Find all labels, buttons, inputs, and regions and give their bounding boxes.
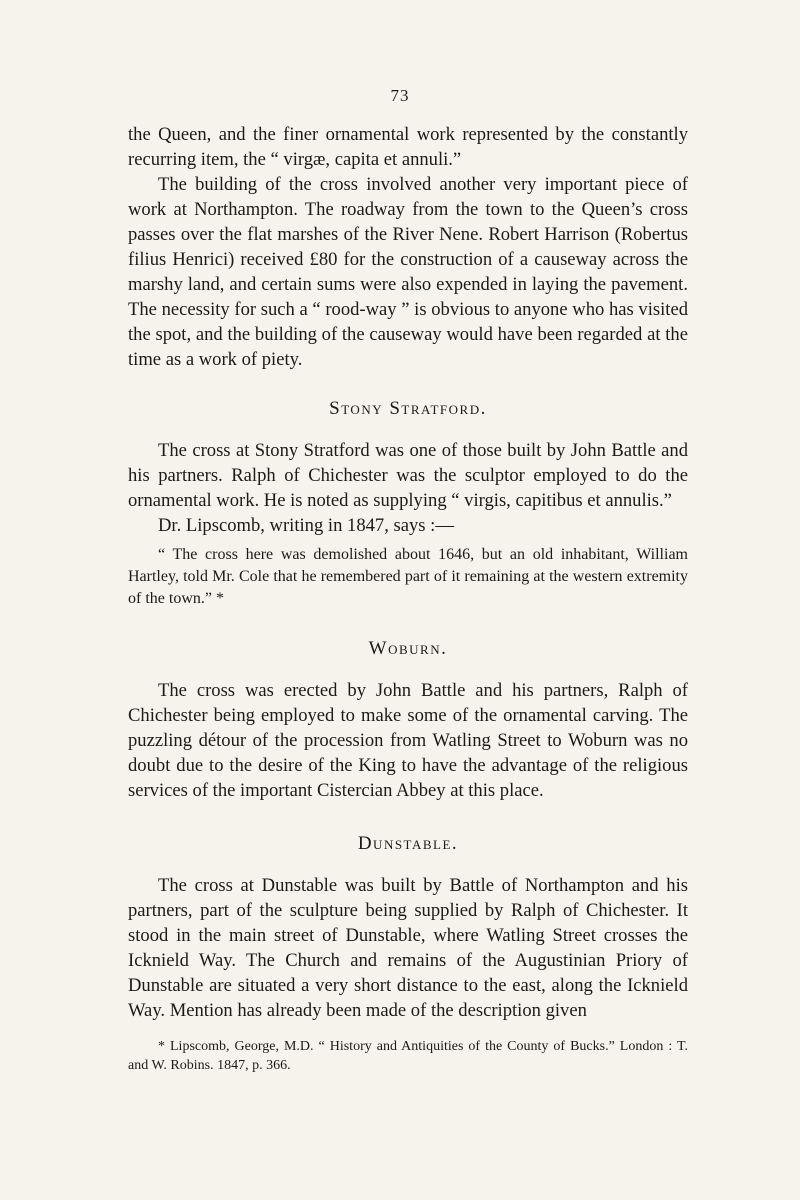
paragraph-northampton-causeway: The building of the cross involved another very important piece of work at Northampton. The roadway from the town to the Queen’s cross passes over the flat marshes of the River Nene. Robert Harrison (Robertus filius Henrici) received £80 for the construction of a causeway across the marshy land, and certain sums were also expended in laying the pavement. The necessity for such a “ rood-way ” is obvious to anyone who has visited the spot, and the building of the causeway would have been regarded at the time as a work of piety. — [128, 174, 688, 370]
page-number: 73 — [390, 86, 410, 105]
section-heading-stony-stratford: Stony Stratford. — [329, 398, 487, 419]
quote-lipscomb: “ The cross here was demolished about 1646, but an old inhabitant, William Hartley, told Mr. Cole that he remembered part of it remaining at the western extremity of the town.” * — [128, 546, 688, 607]
paragraph-queen-cross-continuation: the Queen, and the finer ornamental work represented by the constantly recurring item, the “ virgæ, capita et annuli.” — [128, 124, 688, 170]
footnote: * Lipscomb, George, M.D. “ History and Antiquities of the County of Bucks.” London : T. and W. Robins. 1847, p. 366. — [128, 1039, 688, 1073]
paragraph-woburn: The cross was erected by John Battle and his partners, Ralph of Chichester being employed to make some of the ornamental carving. The puzzling détour of the procession from Watling Street to Woburn was no doubt due to the desire of the King to have the advantage of the religious services of the important Cistercian Abbey at this place. — [128, 680, 688, 801]
paragraph-dunstable: The cross at Dunstable was built by Battle of Northampton and his partners, part of the sculpture being supplied by Ralph of Chichester. It stood in the main street of Dunstable, where Watling Street crosses the Icknield Way. The Church and remains of the Augustinian Priory of Dunstable are situated a very short distance to the east, along the Icknield Way. Mention has already been made of the description given — [128, 875, 688, 1021]
page-body — [128, 122, 688, 1075]
section-heading-woburn: Woburn. — [368, 638, 448, 659]
paragraph-lipscomb-intro: Dr. Lipscomb, writing in 1847, says :— — [158, 515, 454, 536]
paragraph-stony-stratford: The cross at Stony Stratford was one of those built by John Battle and his partners. Ralph of Chichester was the sculptor employed to do the ornamental work. He is noted as supplying “ virgis, capitibus et annulis.” — [128, 440, 688, 511]
section-heading-dunstable: Dunstable. — [357, 833, 459, 854]
